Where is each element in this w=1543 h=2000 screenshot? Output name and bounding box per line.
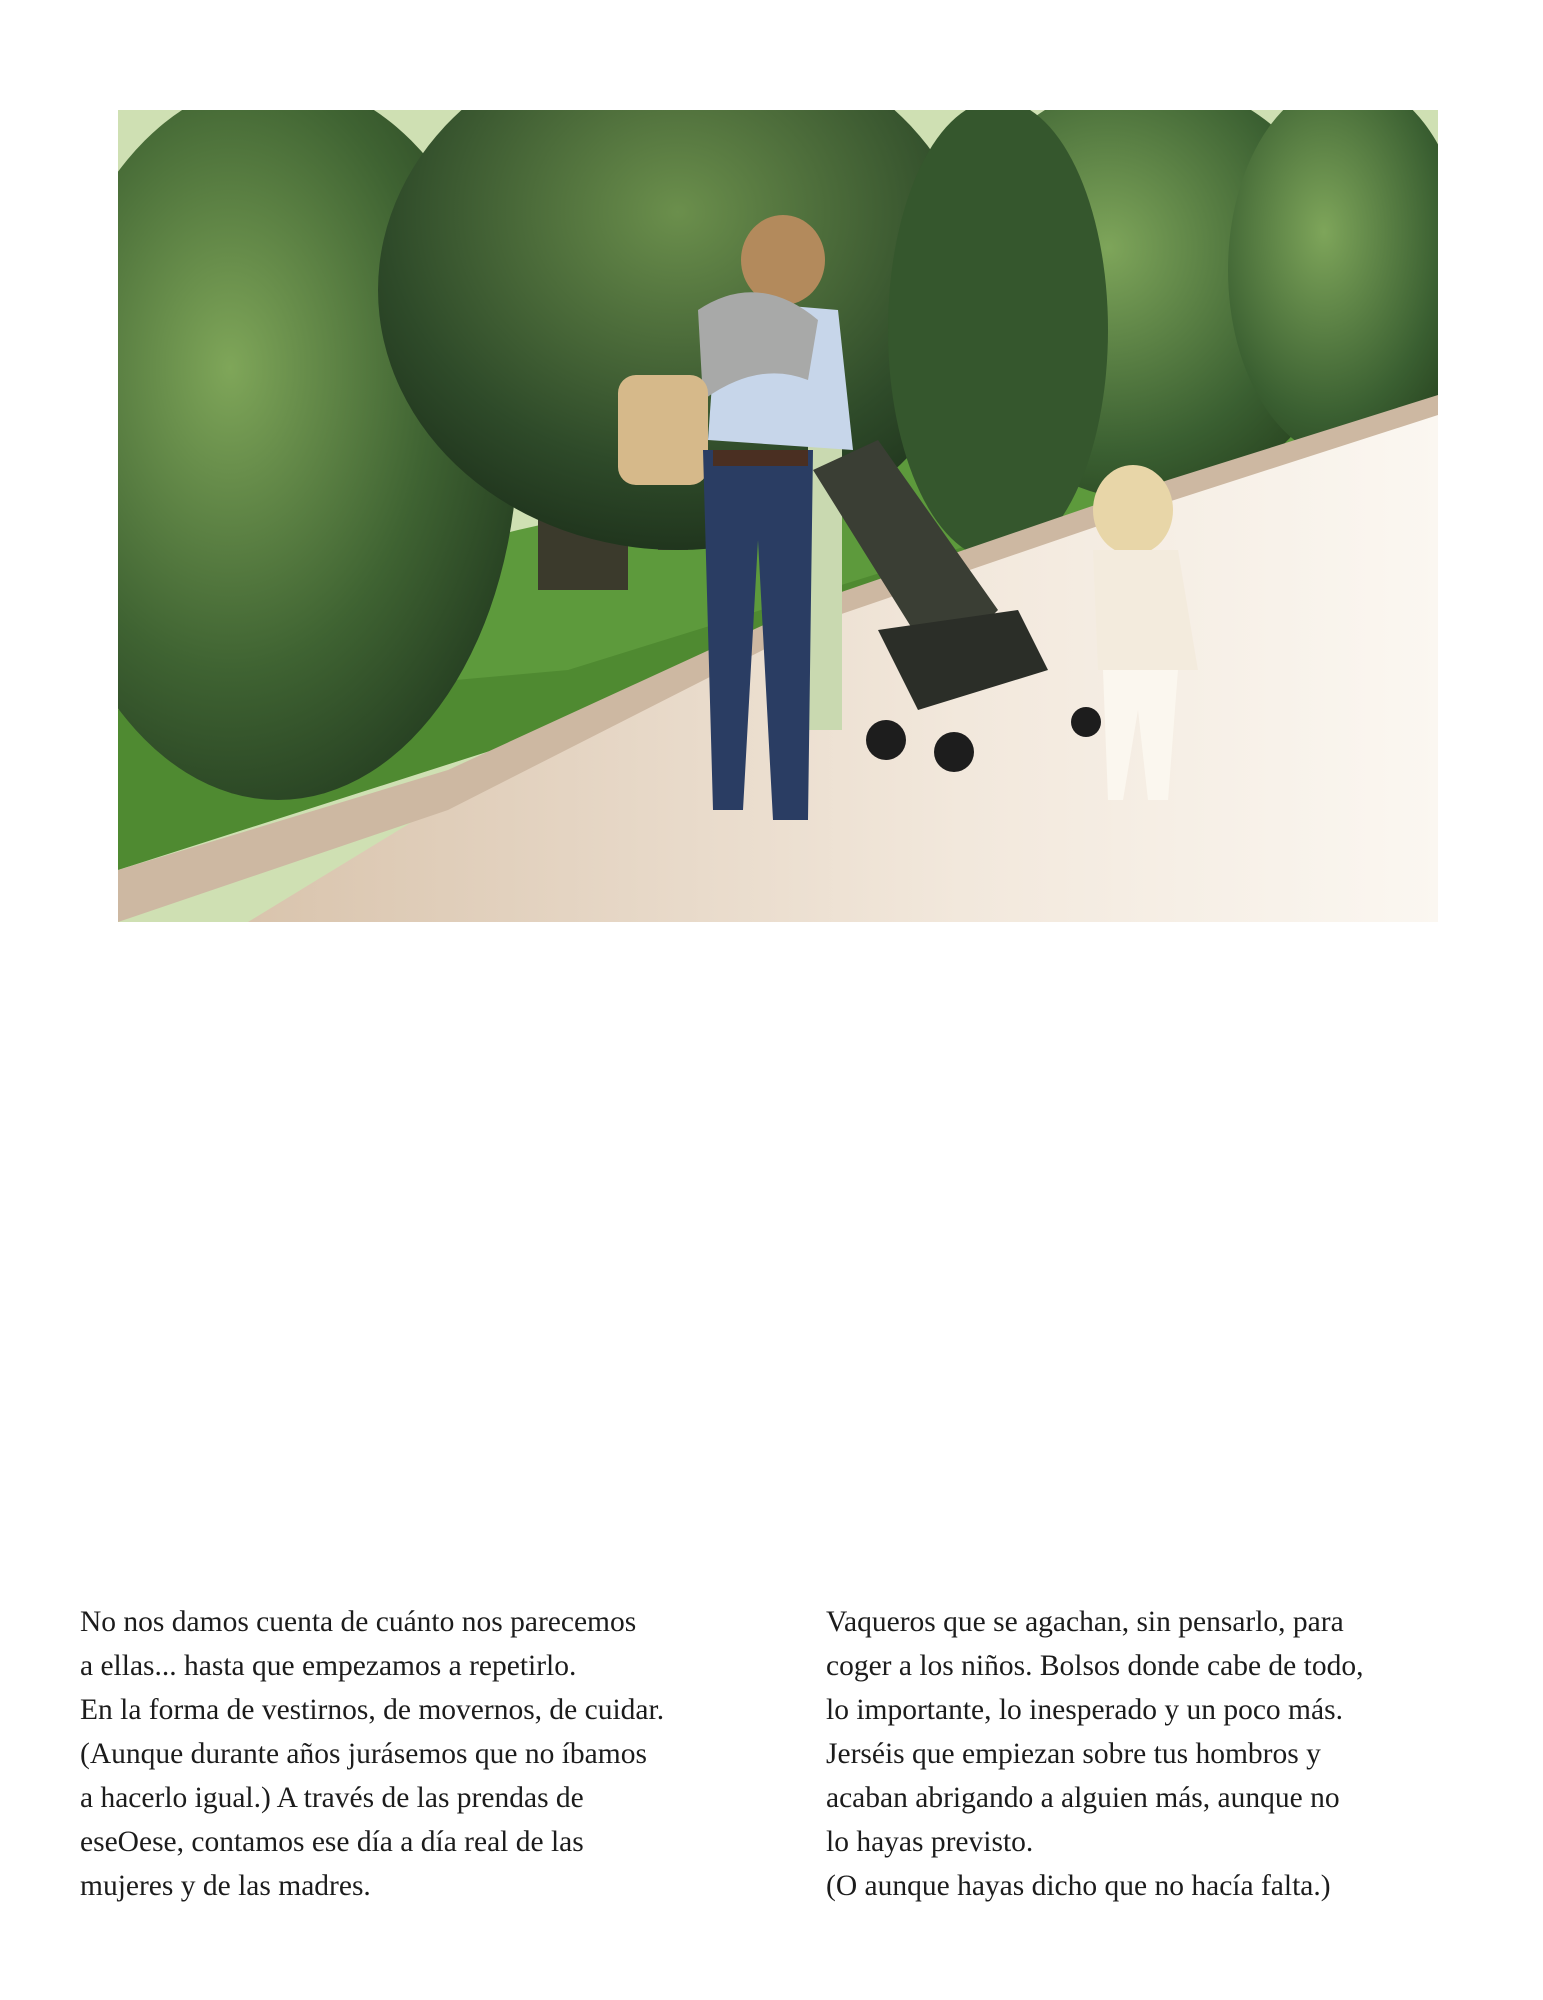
- right-line-2: coger a los niños. Bolsos donde cabe de todo,: [826, 1650, 1364, 1682]
- left-line-4: (Aunque durante años jurásemos que no íbamos: [80, 1738, 647, 1770]
- right-line-6: lo hayas previsto.: [826, 1826, 1034, 1858]
- photo-illustration: [118, 110, 1438, 922]
- left-line-2: a ellas... hasta que empezamos a repetirlo.: [80, 1650, 577, 1682]
- right-line-7: (O aunque hayas dicho que no hacía falta.): [826, 1870, 1331, 1902]
- right-text-column: [826, 1600, 1496, 1908]
- left-line-1: No nos damos cuenta de cuánto nos parecemos: [80, 1606, 637, 1638]
- left-line-6: eseOese, contamos ese día a día real de las: [80, 1826, 584, 1858]
- park-stroll-photo: [118, 110, 1438, 922]
- right-line-5: acaban abrigando a alguien más, aunque no: [826, 1782, 1340, 1814]
- right-line-1: Vaqueros que se agachan, sin pensarlo, para: [826, 1606, 1344, 1638]
- left-line-5: a hacerlo igual.) A través de las prendas de: [80, 1782, 584, 1814]
- left-text-column: [80, 1600, 750, 1908]
- left-line-3: En la forma de vestirnos, de movernos, de cuidar.: [80, 1694, 665, 1726]
- left-line-7: mujeres y de las madres.: [80, 1870, 371, 1902]
- right-line-3: lo importante, lo inesperado y un poco más.: [826, 1694, 1343, 1726]
- right-line-4: Jerséis que empiezan sobre tus hombros y: [826, 1738, 1321, 1770]
